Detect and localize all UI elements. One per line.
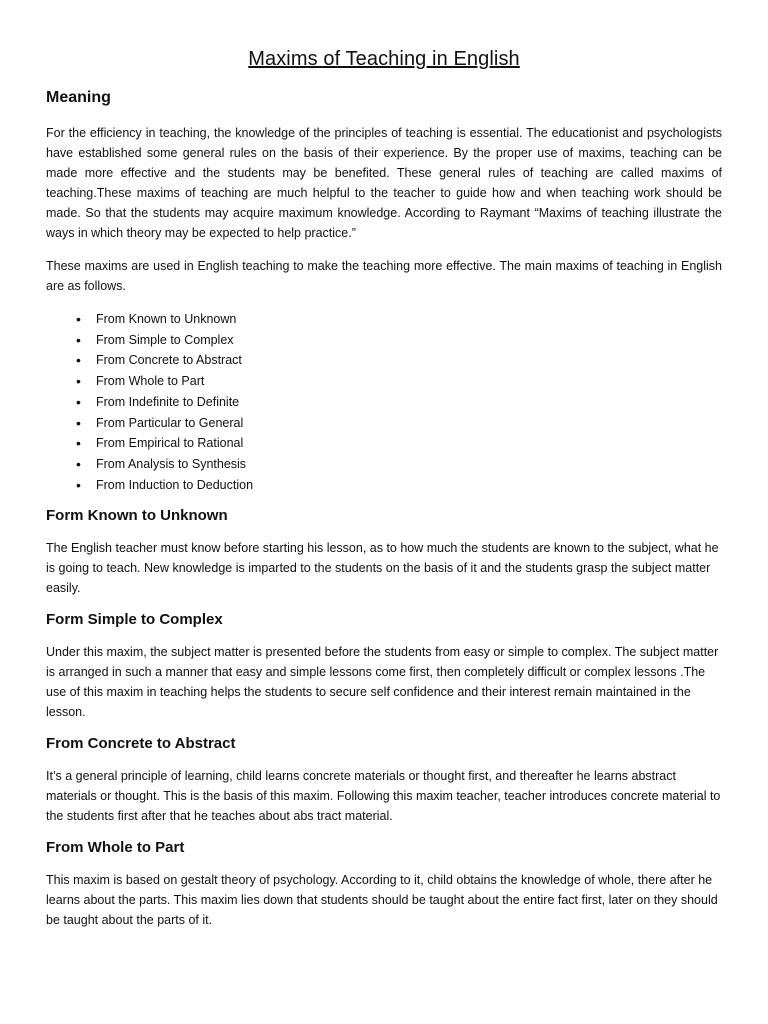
list-item: • From Simple to Complex [96,330,722,351]
list-item: • From Whole to Part [96,371,722,392]
section-heading-known-to-unknown: Form Known to Unknown [46,507,228,525]
meaning-paragraph-2: These maxims are used in English teaching to make the teaching more effective. The main maxims of teaching in English are as follows. [46,259,722,293]
document-title: Maxims of Teaching in English [248,48,520,70]
list-item: • From Indefinite to Definite [96,392,722,413]
meaning-heading: Meaning [46,89,111,106]
maxims-list [46,309,722,495]
list-item: • From Induction to Deduction [96,475,722,496]
list-item: • From Particular to General [96,413,722,434]
section-heading-whole-to-part: From Whole to Part [46,839,185,857]
section-body-known-to-unknown: The English teacher must know before starting his lesson, as to how much the students are known to the subject, what he is going to teach. New knowledge is imparted to the students on the basis of it and the students grasp the subject matter easily. [46,541,719,596]
section-body-concrete-to-abstract: It’s a general principle of learning, child learns concrete materials or thought first, and thereafter he learns abstract materials or thought. This is the basis of this maxim. Following this maxim teacher, teacher introduces concrete material to the students first after that he teaches about abs tract material. [46,769,721,824]
section-body-simple-to-complex: Under this maxim, the subject matter is presented before the students from easy or simple to complex. The subject matter is arranged in such a manner that easy and simple lessons come first, then completely difficult or complex lessons .The use of this maxim in teaching helps the students to secure self confidence and their interest remain maintained in the lesson. [46,645,719,720]
list-item: • From Known to Unknown [96,309,722,330]
section-heading-simple-to-complex: Form Simple to Complex [46,611,223,629]
list-item: • From Empirical to Rational [96,433,722,454]
meaning-paragraph-1: For the efficiency in teaching, the knowledge of the principles of teaching is essential. The educationist and psychologists have established some general rules on the basis of their experience. By the proper use of maxims, teaching can be made more effective and the students may be benefited. These general rules of teaching are called maxims of teaching.These maxims of teaching are much helpful to the teacher to guide how and when teaching work should be made. So that the students may acquire maximum knowledge. According to Raymant “Maxims of teaching illustrate the ways in which theory may be expected to help practice.” [46,126,722,240]
list-item: • From Analysis to Synthesis [96,454,722,475]
section-heading-concrete-to-abstract: From Concrete to Abstract [46,735,236,753]
list-item: • From Concrete to Abstract [96,350,722,371]
section-body-whole-to-part: This maxim is based on gestalt theory of psychology. According to it, child obtains the knowledge of whole, there after he learns about the parts. This maxim lies down that students should be taught about the entire fact first, later on they should be taught about the parts of it. [46,873,718,928]
